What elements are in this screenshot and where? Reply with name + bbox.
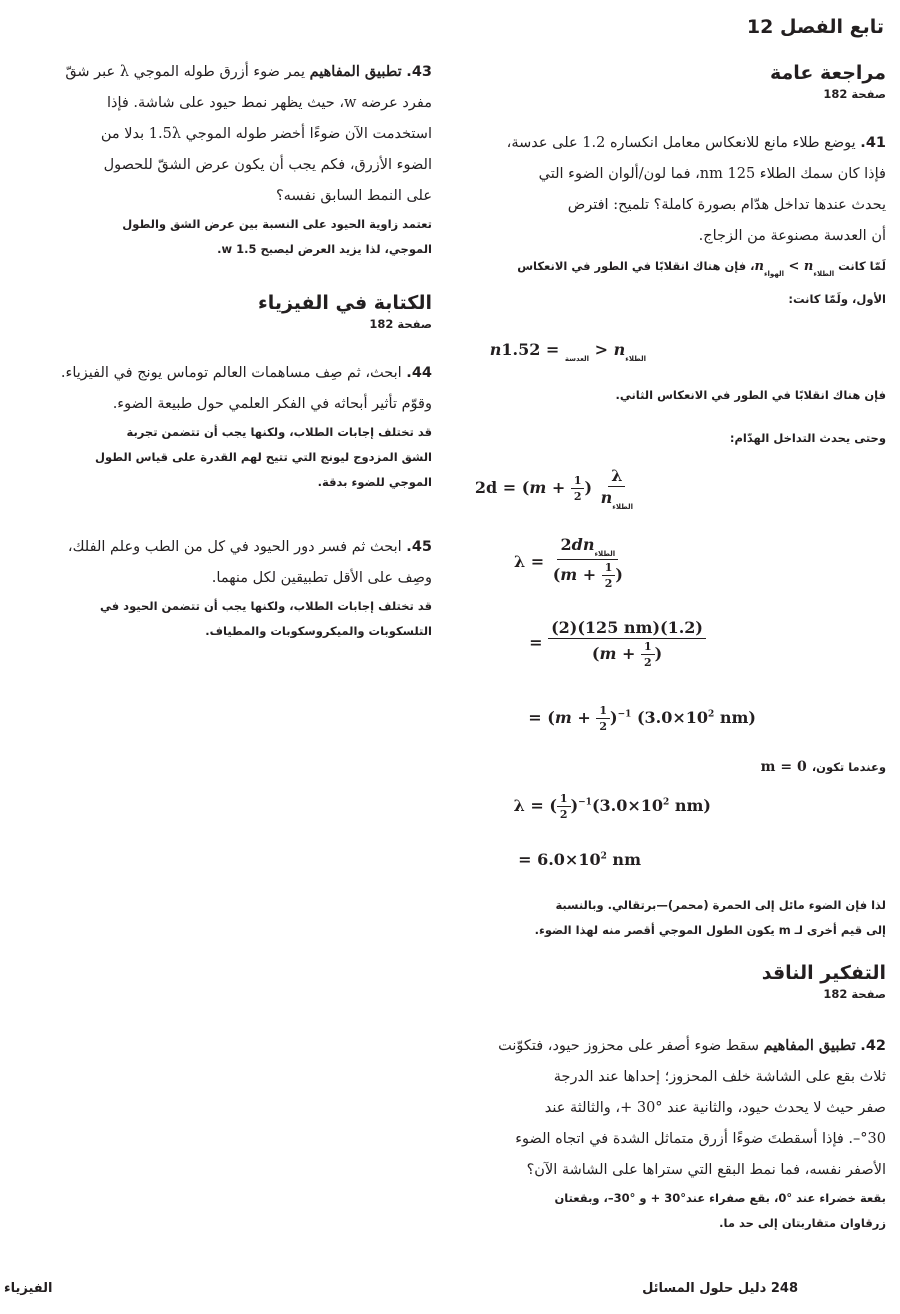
question-line: فإذا كان سمك الطلاء 125 nm، فما لون/ألوان الضوء التي [538, 166, 886, 182]
question-number: 42. [860, 1038, 886, 1054]
question-line: على النمط السابق نفسه؟ [275, 188, 432, 204]
question-line: أن العدسة مصنوعة من الزجاج. [698, 228, 886, 244]
equation-lens-index: n $_{العدسة} = 1.52 > n_{الطلاء}$ [489, 340, 646, 363]
answer-line: قد تختلف إجابات الطلاب، ولكنها يجب أن تتضمن الحيود في [100, 599, 432, 613]
answer-line: إلى قيم أخرى لـ m يكون الطول الموجي أقصر منه لهذا الضوء. [534, 923, 886, 937]
answer-line: وعندما تكون، m = 0 [760, 759, 886, 775]
question-line: مفرد عرضه w، حيث يظهر نمط حيود على شاشة. فإذا [106, 95, 432, 111]
question-line: ثلاث بقع على الشاشة خلف المحزوز؛ إحداها عند الدرجة [553, 1069, 886, 1085]
equation-destructive: 2d = (m + $\frac{1}{2}$ ) $\frac{\lambda}{n_{الطلاء}}$ [474, 466, 633, 511]
section-title-review: مراجعة عامة [769, 62, 886, 84]
question-line: الضوء الأزرق، فكم يجب أن يكون عرض الشقّ للحصول [103, 157, 432, 173]
equation-m0: λ = ( $\frac{1}{2}$ )$^{-1}(3.0\times 10^2$ nm) [513, 792, 711, 821]
section-page-review: صفحة 182 [823, 86, 886, 101]
footer-subject: الفيزياء [4, 1281, 53, 1296]
question-line: استخدمت الآن ضوءًا أخضر طوله الموجي 1.5λ بدلا من [100, 126, 432, 142]
answer-line: الموجي للضوء بدقة. [317, 475, 432, 489]
question-number: 44. [406, 365, 432, 381]
question-45: 45. ابحث ثم فسر دور الحيود في كل من الطب وعلم الفلك، وصِف على الأقل تطبيقين لكل منهما. قد تختلف إجابات الطلاب، ولكنها يجب أن تتضمن الحيود في التلسكوبات والميكروسكوبات والمطياف. [6, 532, 432, 644]
question-43: 43. تطبيق المفاهيم يمر ضوء أزرق طوله الموجي λ عبر شقّ مفرد عرضه w، حيث يظهر نمط حيود على شاشة. فإذا استخدمت الآن ضوءًا أخضر طوله الموجي 1.5λ بدلا من الضوء الأزرق، فكم يجب أن يكون عرض الشقّ للحصول على النمط السابق نفسه؟ تعتمد زاوية الحيود على النسبة بين عرض الشق والطول الموجي، لذا يزيد العرض ليصبح w 1.5. [6, 56, 432, 262]
equation-lambda: λ = $2dn_{الطلاء}$ (m + $\frac{1}{2}$ ) [513, 535, 623, 590]
equation-result: = (m + $\frac{1}{2}$ )$^{-1}$ ($3.0\times 10^2$ nm) [528, 704, 756, 733]
equation-values: = (2)(125 nm)(1.2) (m + $\frac{1}{2}$ ) [529, 618, 706, 669]
question-line: وقوّم تأثير أبحاثه في الفكر العلمي حول طبيعة الضوء. [112, 396, 432, 412]
answer-line: وحتى يحدث التداخل الهدّام: [729, 431, 886, 445]
answer-line: لَمّا كانت $n_{الهواء}$ < $n_{الطلاء}،$ فإن هناك انقلابًا في الطور في الانعكاس [517, 259, 886, 278]
question-line: الأصفر نفسه، فما نمط البقع التي ستراها على الشاشة الآن؟ [526, 1162, 886, 1178]
question-line: وصِف على الأقل تطبيقين لكل منهما. [211, 570, 432, 586]
section-page-critical: صفحة 182 [823, 986, 886, 1001]
answer-line: زرقاوان متقاربتان إلى حد ما. [719, 1216, 886, 1230]
answer-line: التلسكوبات والميكروسكوبات والمطياف. [205, 624, 432, 638]
answer-line: لذا فإن الضوء مائل إلى الحمرة (محمر)—برتقالي. وبالنسبة [555, 898, 886, 912]
question-line: يحدث عندها تداخل هدّام بصورة كاملة؟ تلميح: افترض [567, 197, 886, 213]
question-label: تطبيق المفاهيم [763, 1037, 856, 1054]
question-line: صفر حيث لا يحدث حيود، والثانية عند °30 +، والثالثة عند [544, 1100, 886, 1116]
question-label: تطبيق المفاهيم [309, 63, 402, 80]
equation-final: = $6.0\times 10^2$ nm [518, 850, 641, 869]
question-number: 41. [860, 135, 886, 151]
question-number: 43. [406, 64, 432, 80]
answer-line: تعتمد زاوية الحيود على النسبة بين عرض الشق والطول [122, 217, 432, 231]
question-line: يوضع طلاء مانع للانعكاس معامل انكساره 1.2 على عدسة، [506, 135, 856, 151]
answer-line: الشق المزدوج ليونج التي تتيح لهم القدرة على قياس الطول [95, 450, 432, 464]
answer-line: الموجي، لذا يزيد العرض ليصبح w 1.5. [217, 242, 432, 256]
chapter-header: تابع الفصل 12 [746, 16, 884, 38]
question-41 [446, 128, 886, 312]
answer-line: قد تختلف إجابات الطلاب، ولكنها يجب أن تتضمن تجربة [126, 425, 432, 439]
section-title-critical: التفكير الناقد [761, 962, 886, 984]
answer-line: الأول، ولَمّا كانت: [788, 292, 886, 306]
question-line: °30–. فإذا أسقطتَ ضوءًا أزرق متماثل الشدة في اتجاه الضوء [515, 1131, 886, 1147]
section-title-writing: الكتابة في الفيزياء [257, 292, 432, 314]
question-number: 45. [406, 539, 432, 555]
question-44: 44. ابحث، ثم صِف مساهمات العالم توماس يونج في الفيزياء. وقوّم تأثير أبحاثه في الفكر العلمي حول طبيعة الضوء. قد تختلف إجابات الطلاب، ولكنها يجب أن تتضمن تجربة الشق المزدوج ليونج التي تتيح لهم القدرة على قياس الطول الموجي للضوء بدقة. [6, 358, 432, 495]
page-number-label: 248 دليل حلول المسائل [642, 1281, 798, 1296]
answer-line: بقعة خضراء عند °0، بقع صفراء عند°30 + و °30–، وبقعتان [554, 1191, 886, 1205]
section-page-writing: صفحة 182 [369, 316, 432, 331]
question-42: 42. تطبيق المفاهيم سقط ضوء أصفر على محزوز حيود، فتكوّنت ثلاث بقع على الشاشة خلف المحزوز؛ إحداها عند الدرجة صفر حيث لا يحدث حيود، والثانية عند °30 +، والثالثة عند °30–. فإذا أسقطتَ ضوءًا أزرق متماثل الشدة في اتجاه الضوء الأصفر نفسه، فما نمط البقع التي ستراها على الشاشة الآن؟ بقعة خضراء عند °0، بقع صفراء عند°30 + و °30–، وبقعتان زرقاوان متقاربتان إلى حد ما. [446, 1030, 886, 1236]
answer-line: فإن هناك انقلابًا في الطور في الانعكاس الثاني. [615, 388, 886, 402]
